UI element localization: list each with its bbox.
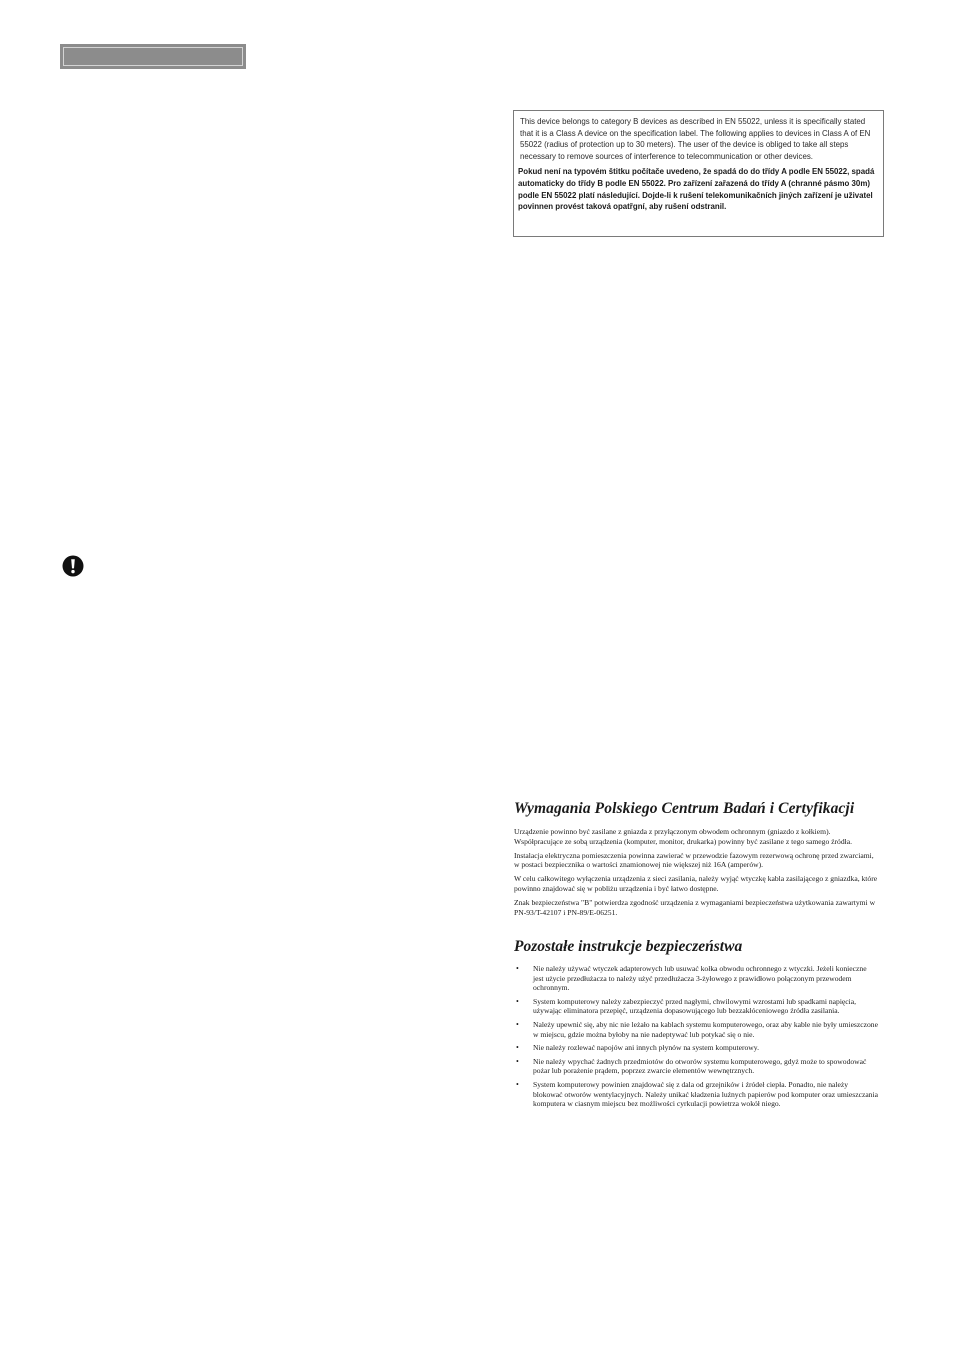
polish-certification-section bbox=[514, 800, 878, 921]
bullet-icon: • bbox=[516, 1043, 519, 1053]
other-safety-title: Pozostałe instrukcje bezpieczeństwa bbox=[514, 938, 743, 955]
other-safety-list bbox=[514, 964, 878, 1109]
list-item bbox=[514, 1020, 878, 1039]
list-item-text: Nie należy rozlewać napojów ani innych płynów na system komputerowy. bbox=[533, 1043, 759, 1053]
emc-notice-box bbox=[513, 110, 884, 237]
list-item-text: Nie należy wpychać żadnych przedmiotów do otworów systemu komputerowego, gdyż może to spowodować pożar lub porażenie prądem, poprzez zwarcie elementów wewnętrznych. bbox=[533, 1056, 867, 1076]
polish-certification-paragraph: Znak bezpieczeństwa "B" potwierdza zgodność urządzenia z wymaganiami bezpieczeństwa użytkowania zawartymi w PN-93/T-42107 i PN-89/E-06251. bbox=[514, 897, 876, 917]
bullet-icon: • bbox=[516, 964, 519, 973]
list-item-text: Nie należy używać wtyczek adapterowych lub usuwać kołka obwodu ochronnego z wtyczki. Jeżeli konieczne jest użycie przedłużacza to należy użyć przedłużacza 3-żyłowego z prawidłowo połączonym przewodem ochronnym. bbox=[533, 964, 867, 993]
section-header-bar-inner bbox=[63, 47, 243, 66]
exclamation-circle-icon bbox=[62, 555, 84, 577]
list-item bbox=[514, 1043, 878, 1053]
list-item bbox=[514, 964, 878, 993]
polish-certification-title: Wymagania Polskiego Centrum Badań i Certyfikacji bbox=[514, 800, 855, 817]
list-item bbox=[514, 1057, 878, 1076]
bullet-icon: • bbox=[516, 1019, 519, 1029]
bullet-icon: • bbox=[516, 1079, 519, 1089]
other-safety-section bbox=[514, 938, 878, 1113]
polish-certification-paragraph: Urządzenie powinno być zasilane z gniazda z przyłączonym obwodem ochronnym (gniazdo z kołkiem). Współpracujące ze sobą urządzenia (komputer, monitor, drukarka) powinny być zasilane z tego samego źródła. bbox=[514, 827, 853, 846]
list-item bbox=[514, 997, 878, 1016]
list-item-text: System komputerowy powinien znajdować się z dala od grzejników i źródeł ciepła. Ponadto, nie należy blokować otworów wentylacyjnych. Należy unikać kładzenia luźnych papierów pod komputer oraz umieszczania komputera w ciasnym miejscu bez możliwości cyrkulacji powietrza wokół niego. bbox=[533, 1079, 878, 1109]
bullet-icon: • bbox=[516, 996, 519, 1006]
polish-certification-paragraph: Instalacja elektryczna pomieszczenia powinna zawierać w przewodzie fazowym rezerwową ochronę przed zwarciami, w postaci bezpiecznika o wartości znamionowej nie większej niż 16A (amperów). bbox=[514, 850, 874, 870]
emc-notice-english: This device belongs to category B devices as described in EN 55022, unless it is specifically stated that it is a Class A device on the specification label. The following applies to devices in Class A of EN 55022 (radius of protection up to 30 meters). The user of the device is obliged to take all steps necessary to remove sources of interference to telecommunication or other devices. bbox=[520, 117, 871, 161]
list-item bbox=[514, 1080, 878, 1109]
section-header-bar bbox=[60, 44, 246, 69]
bullet-icon: • bbox=[516, 1056, 519, 1066]
list-item-text: Należy upewnić się, aby nic nie leżało na kablach systemu komputerowego, oraz aby kable nie były umieszczone w miejscu, gdzie można byłoby na nie nadeptywać lub potykać się o nie. bbox=[533, 1019, 878, 1039]
polish-certification-paragraph: W celu całkowitego wyłączenia urządzenia z sieci zasilania, należy wyjąć wtyczkę kabla zasilającego z gniazdka, które powinno znajdować się w pobliżu urządzenia i być łatwo dostępne. bbox=[514, 874, 878, 893]
emc-notice-czech: Pokud není na typovém štitku počítače uvedeno, že spadá do do třídy A podle EN 55022, spadá automaticky do třídy B podle EN 55022. Pro zařízení zařazená do třídy A (chranné pásmo 30m) podle EN 55022 platí následující. Dojde-li k rušení telekomunikačních jiných zařízení je uživatel povinnen provést taková opatřgní, aby rušení odstranil. bbox=[518, 167, 875, 212]
list-item-text: System komputerowy należy zabezpieczyć przed nagłymi, chwilowymi wzrostami lub spadkami napięcia, używając eliminatora przepięć, urządzenia dopasowującego lub bezzakłóceniowego źródła zasilania. bbox=[533, 996, 857, 1016]
